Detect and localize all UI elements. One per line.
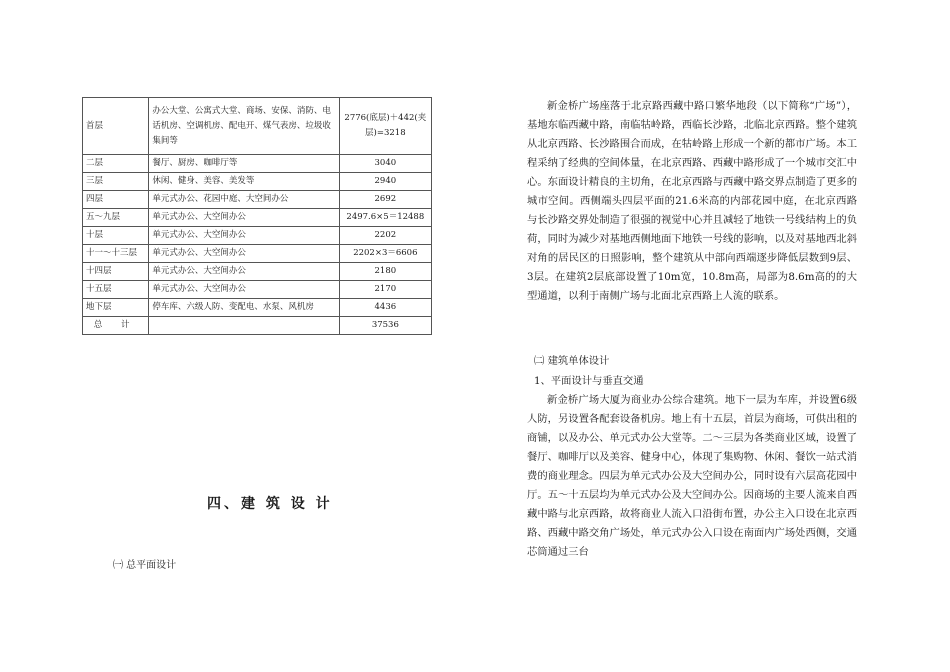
area-cell: 2940 xyxy=(339,173,431,191)
table-row xyxy=(83,173,432,191)
table-row xyxy=(83,281,432,299)
function-cell: 单元式办公、大空间办公 xyxy=(149,281,339,299)
floor-cell: 三层 xyxy=(83,173,149,191)
plan-circulation-subheading: 1、平面设计与垂直交通 xyxy=(534,375,644,387)
function-cell: 停车库、六级人防、变配电、水泵、风机房 xyxy=(149,299,339,317)
area-cell: 2776(底层)＋442(夹层)=3218 xyxy=(339,98,431,155)
table-row xyxy=(83,245,432,263)
area-cell: 2692 xyxy=(339,191,431,209)
function-cell: 单元式办公、大空间办公 xyxy=(149,209,339,227)
function-cell: 单元式办公、大空间办公 xyxy=(149,245,339,263)
area-cell: 2202 xyxy=(339,227,431,245)
floor-area-table xyxy=(82,97,432,335)
area-cell: 2202×3＝6606 xyxy=(339,245,431,263)
function-cell: 餐厅、厨房、咖啡厅等 xyxy=(149,155,339,173)
area-cell: 4436 xyxy=(339,299,431,317)
floor-cell: 二层 xyxy=(83,155,149,173)
floor-cell: 五～九层 xyxy=(83,209,149,227)
floor-area-table-body xyxy=(83,98,432,335)
area-cell: 2170 xyxy=(339,281,431,299)
function-cell: 单元式办公、大空间办公 xyxy=(149,227,339,245)
area-cell: 2497.6×5＝12488 xyxy=(339,209,431,227)
total-label: 总 计 xyxy=(83,317,149,335)
building-design-subheading: ㈡ 建筑单体设计 xyxy=(534,355,610,367)
floor-cell: 十四层 xyxy=(83,263,149,281)
table-row xyxy=(83,191,432,209)
floor-cell: 十五层 xyxy=(83,281,149,299)
intro-paragraph-block xyxy=(527,97,857,306)
section-heading: 四、建 筑 设 计 xyxy=(207,496,333,512)
function-cell: 休闲、健身、美容、美发等 xyxy=(149,173,339,191)
floor-cell: 十一～十三层 xyxy=(83,245,149,263)
empty-cell xyxy=(149,317,339,335)
table-row xyxy=(83,155,432,173)
plan-paragraph: 新金桥广场大厦为商业办公综合建筑。地下一层为车库，并设置6级人防，另设置各配套设备机房。地上有十五层，首层为商场，可供出租的商铺，以及办公、单元式办公大堂等。二～三层为各类商业区域，设置了餐厅、咖啡厅以及美容、健身中心，体现了集购物、休闲、餐饮一站式消费的商业理念。四层为单元式办公及大空间办公，同时设有六层高花园中厅。五～十五层均为单元式办公及大空间办公。因商场的主要人流来自西藏中路与北京西路，故将商业人流入口沿街布置，办公主入口设在北京西路、西藏中路交角广场处，单元式办公入口设在南面内广场处西侧，交通芯筒通过三台 xyxy=(527,394,857,558)
floor-cell: 首层 xyxy=(83,98,149,155)
table-row xyxy=(83,98,432,155)
function-cell: 办公大堂、公寓式大堂、商场、安保、消防、电话机房、空调机房、配电开、煤气表房、垃圾收集间等 xyxy=(149,98,339,155)
function-cell: 单元式办公、花园中庭、大空间办公 xyxy=(149,191,339,209)
table-row xyxy=(83,227,432,245)
table-row xyxy=(83,263,432,281)
area-cell: 3040 xyxy=(339,155,431,173)
plan-paragraph-block xyxy=(527,391,857,562)
table-row xyxy=(83,299,432,317)
total-value: 37536 xyxy=(339,317,431,335)
area-cell: 2180 xyxy=(339,263,431,281)
intro-paragraph: 新金桥广场座落于北京路西藏中路口繁华地段（以下简称“广场”），基地东临西藏中路，南临牯岭路，西临长沙路，北临北京西路。整个建筑从北京西路、长沙路围合而成，在牯岭路上形成一个新的都市广场。本工程采纳了经典的空间体量，在北京西路、西藏中路形成了一个城市交汇中心。东面设计精良的主切角，在北京西路与西藏中路交界点制造了更多的城市空间。西侧端头四层平面的21.6米高的内部花园中庭，在北京西路与长沙路交界处制造了很强的视觉中心并且减轻了地铁一号线结构上的负荷，同时为减少对基地西侧地面下地铁一号线的影响，以及对基地西北斜对角的居民区的日照影响，整个建筑从中部向西端逐步降低层数到9层、3层。在建筑2层底部设置了10m宽，10.8m高，局部为8.6m高的的大型通道，以利于南侧广场与北面北京西路上人流的联系。 xyxy=(527,100,857,302)
table-row xyxy=(83,209,432,227)
function-cell: 单元式办公、大空间办公 xyxy=(149,263,339,281)
floor-cell: 十层 xyxy=(83,227,149,245)
table-total-row xyxy=(83,317,432,335)
site-plan-subheading: ㈠ 总平面设计 xyxy=(113,560,177,571)
floor-cell: 四层 xyxy=(83,191,149,209)
floor-cell: 地下层 xyxy=(83,299,149,317)
